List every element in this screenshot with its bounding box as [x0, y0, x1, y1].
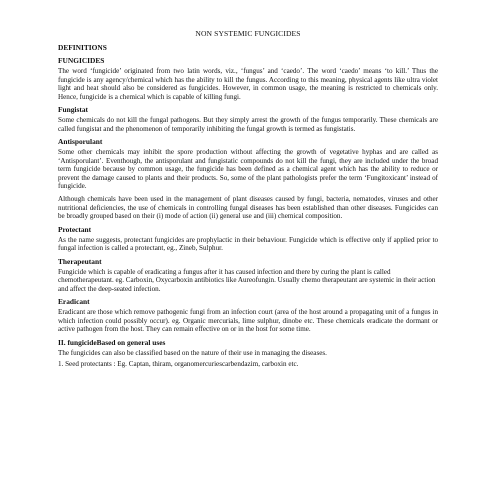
paragraph-antisporulant: Some other chemicals may inhibit the spore production without affecting the growth of vegetative hyphas and are called as ‘Antisporulant’. Eventhough, the antisporulant and fungistatic compounds do not kill the fungi, they are included under the broad term fungicide because by common usage, the fungicide has been defined as a chemical agent which has the ability to reduce or prevent the damage caused to plants and their products. So, some of the plant pathologists prefer the term ‘Fungitoxicant’ instead of fungicide. — [58, 148, 438, 191]
paragraph-eradicant: Eradicant are those which remove pathogenic fungi from an infection court (area of the host around a propagating unit of a fungus in which infection could possibly occur). eg. Organic mercurials, lime sulphur, dinobe etc. These chemicals eradicate the dormant or active pathogen from the host. They can remain effective on or in the host for some time. — [58, 308, 438, 334]
paragraph-chemical-use: Although chemicals have been used in the management of plant diseases caused by fungi, bacteria, nematodes, viruses and other nutritional deficiencies, the use of chemicals in controlling fungal diseases has been established than other diseases. Fungicides can be broadly grouped based on their (i) mode of action (ii) general use and (iii) chemical composition. — [58, 195, 438, 221]
section-heading-therapeutant: Therapeutant — [58, 256, 102, 266]
document-title: NON SYSTEMIC FUNGICIDES — [195, 29, 301, 38]
paragraph-protectant: As the name suggests, protectant fungicides are prophylactic in their behaviour. Fungicide which is effective only if applied prior to fungal infection is called a protectant, eg., Zineb, Sulphur. — [58, 235, 438, 253]
paragraph-therapeutant: Fungicide which is capable of eradicating a fungus after it has caused infection and there by curing the plant is called chemotherapeutant. eg. Carboxin, Oxycarboxin antibiotics like Aureofungin. Usually chemo therapeutant are systemic in their action and affect the deep-seated infection. — [58, 267, 436, 293]
section-heading-protectant: Protectant — [58, 224, 92, 234]
definitions-heading: DEFINITIONS — [58, 43, 107, 52]
section-heading-general-uses: II. fungicideBased on general uses — [58, 338, 166, 348]
section-heading-fungistat: Fungistat — [58, 105, 88, 115]
paragraph-fungicides-definition: The word ‘fungicide’ originated from two latin words, viz., ‘fungus’ and ‘caedo’. The word ‘caedo’ means ‘to kill.’ Thus the fungicide is any agency/chemical which has the ability to kill the fungus. According to this meaning, physical agents like ultra violet light and heat should also be considered as fungicides. However, in common usage, the meaning is restricted to chemicals only. Hence, fungicide is a chemical which is capable of killing fungi. — [58, 67, 438, 101]
section-heading-antisporulant: Antisporulant — [58, 137, 103, 147]
paragraph-fungistat: Some chemicals do not kill the fungal pathogens. But they simply arrest the growth of the fungus temporarily. These chemicals are called fungistat and the phenomenon of temporarily inhibiting the fungal growth is termed as fungistatis. — [58, 116, 438, 133]
document-page — [58, 29, 438, 370]
list-item-seed-protectants: 1. Seed protectants : Eg. Captan, thiram, organomercuriescarbendazim, carboxin etc. — [58, 359, 299, 368]
section-heading-eradicant: Eradicant — [58, 297, 90, 307]
section-heading-fungicides: FUNGICIDES — [58, 56, 105, 65]
paragraph-general-uses: The fungicides can also be classified based on the nature of their use in managing the diseases. — [58, 349, 327, 358]
